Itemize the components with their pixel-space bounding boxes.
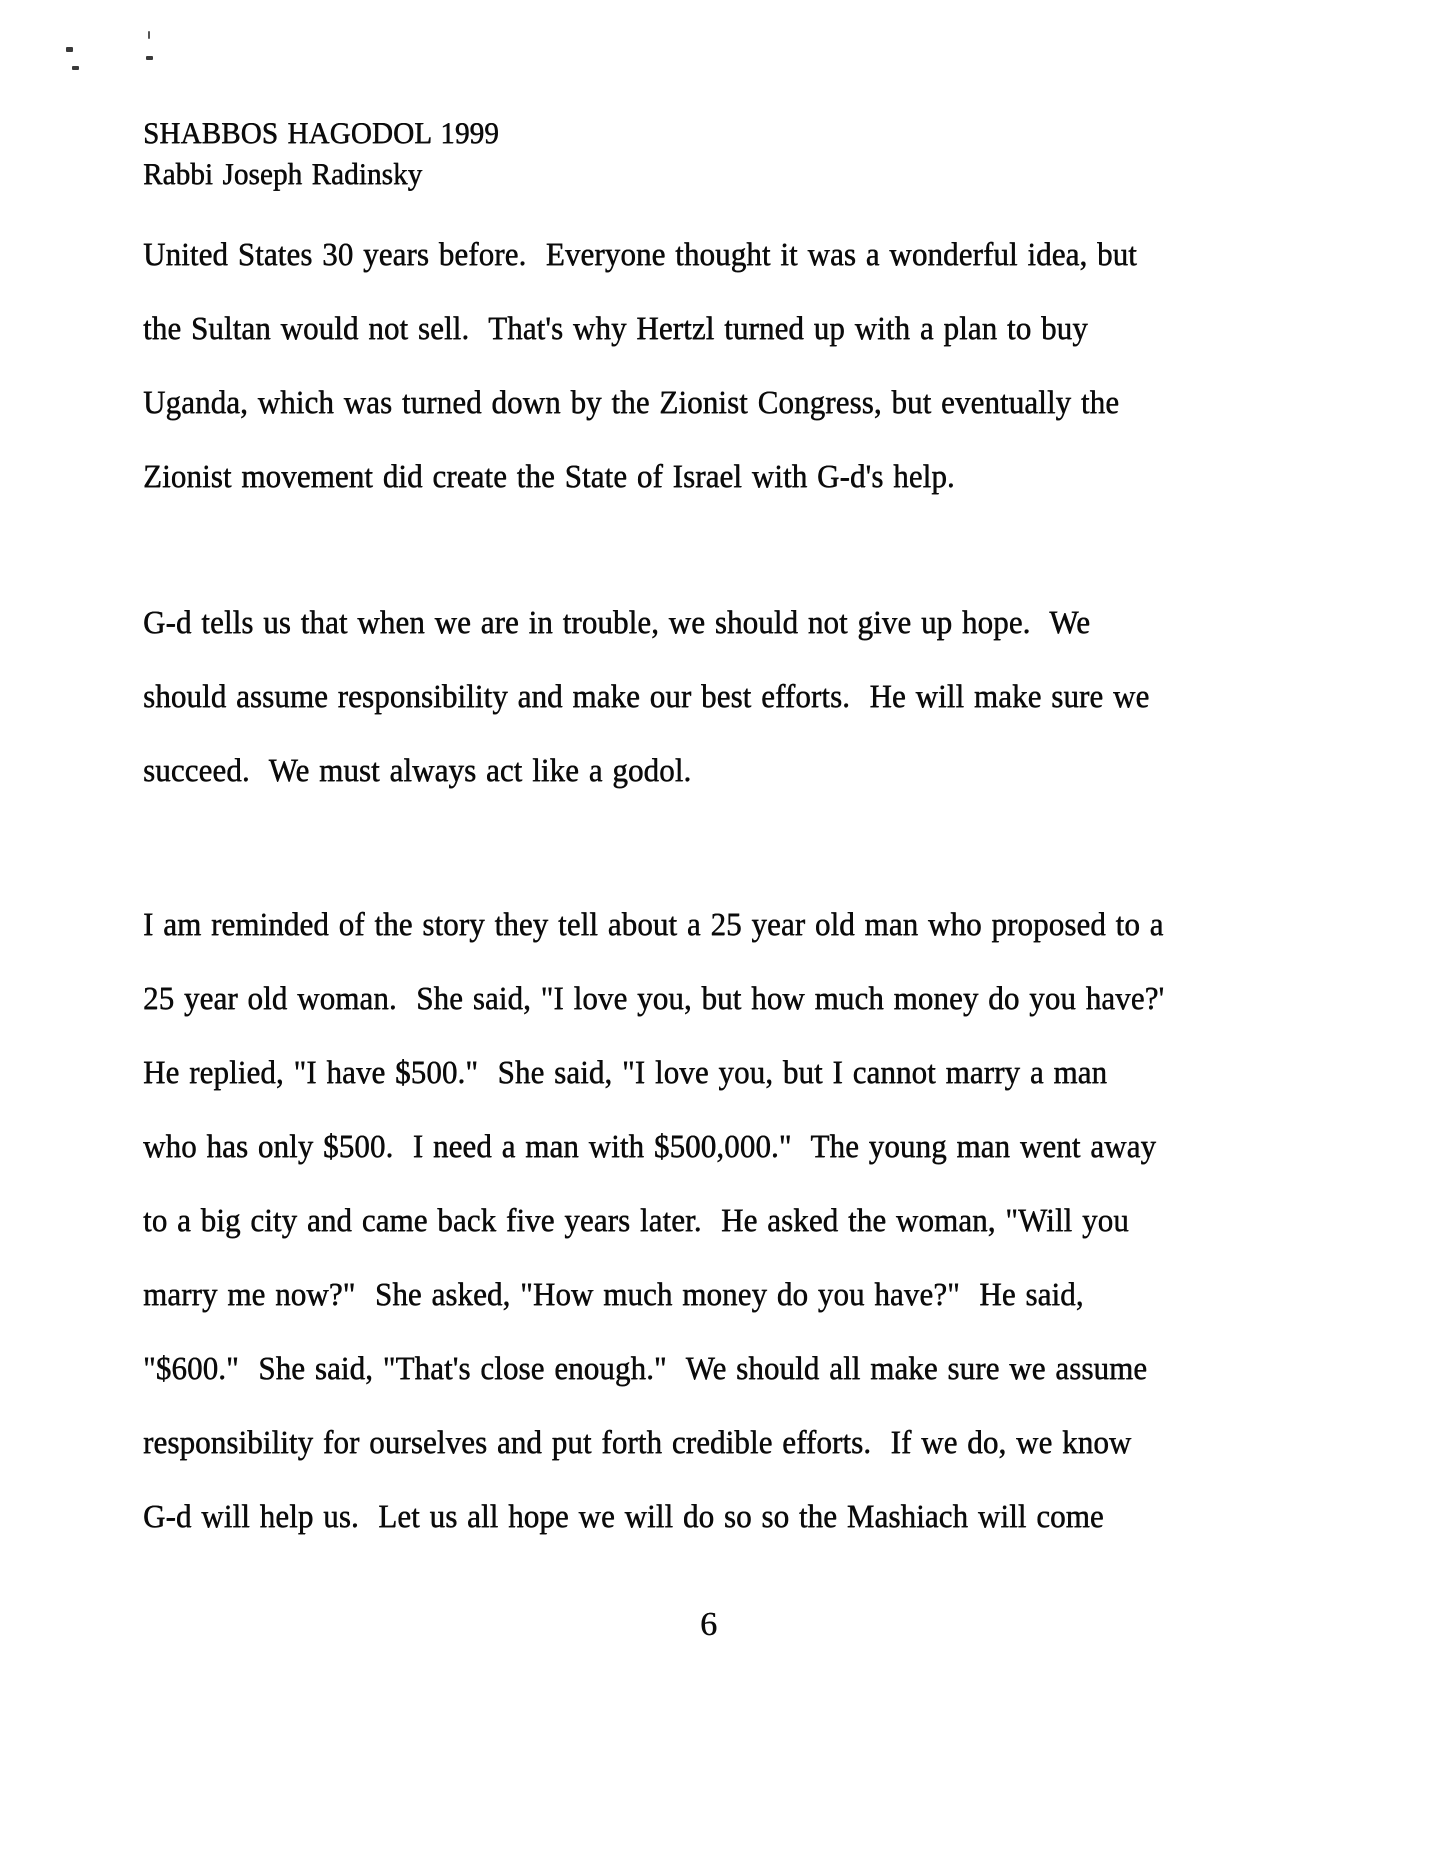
text-line: G-d will help us. Let us all hope we will do so so the Mashiach will come: [143, 1499, 1104, 1535]
text-line: the Sultan would not sell. That's why Hertzl turned up with a plan to buy: [143, 311, 1088, 347]
scan-speck: [66, 47, 73, 52]
text-line: marry me now?" She asked, "How much money do you have?" He said,: [143, 1277, 1084, 1313]
scan-speck: [146, 56, 153, 60]
text-line: should assume responsibility and make our best efforts. He will make sure we: [143, 679, 1150, 715]
document-header: [143, 112, 522, 194]
text-line: G-d tells us that when we are in trouble, we should not give up hope. We: [143, 605, 1091, 641]
text-line: United States 30 years before. Everyone thought it was a wonderful idea, but: [143, 237, 1137, 273]
text-line: responsibility for ourselves and put forth credible efforts. If we do, we know: [143, 1425, 1132, 1461]
text-line: He replied, "I have $500." She said, "I love you, but I cannot marry a man: [143, 1055, 1108, 1091]
text-line: who has only $500. I need a man with $500,000." The young man went away: [143, 1129, 1157, 1165]
scan-speck: [72, 66, 79, 70]
paragraph-1: [143, 218, 1200, 514]
paragraph-3: [143, 888, 1229, 1554]
document-author: Rabbi Joseph Radinsky: [143, 156, 423, 191]
scan-speck: [148, 31, 150, 39]
text-line: I am reminded of the story they tell about a 25 year old man who proposed to a: [143, 907, 1164, 943]
page-number: 6: [700, 1606, 717, 1643]
paragraph-2: [143, 586, 1214, 808]
text-line: to a big city and came back five years later. He asked the woman, "Will you: [143, 1203, 1129, 1239]
text-line: succeed. We must always act like a godol.: [143, 753, 692, 789]
text-line: Uganda, which was turned down by the Zionist Congress, but eventually the: [143, 385, 1120, 421]
text-line: Zionist movement did create the State of Israel with G-d's help.: [143, 459, 955, 495]
document-title: SHABBOS HAGODOL 1999: [143, 115, 499, 150]
text-line: "$600." She said, "That's close enough." We should all make sure we assume: [143, 1351, 1148, 1387]
text-line: 25 year old woman. She said, "I love you, but how much money do you have?': [143, 981, 1165, 1017]
